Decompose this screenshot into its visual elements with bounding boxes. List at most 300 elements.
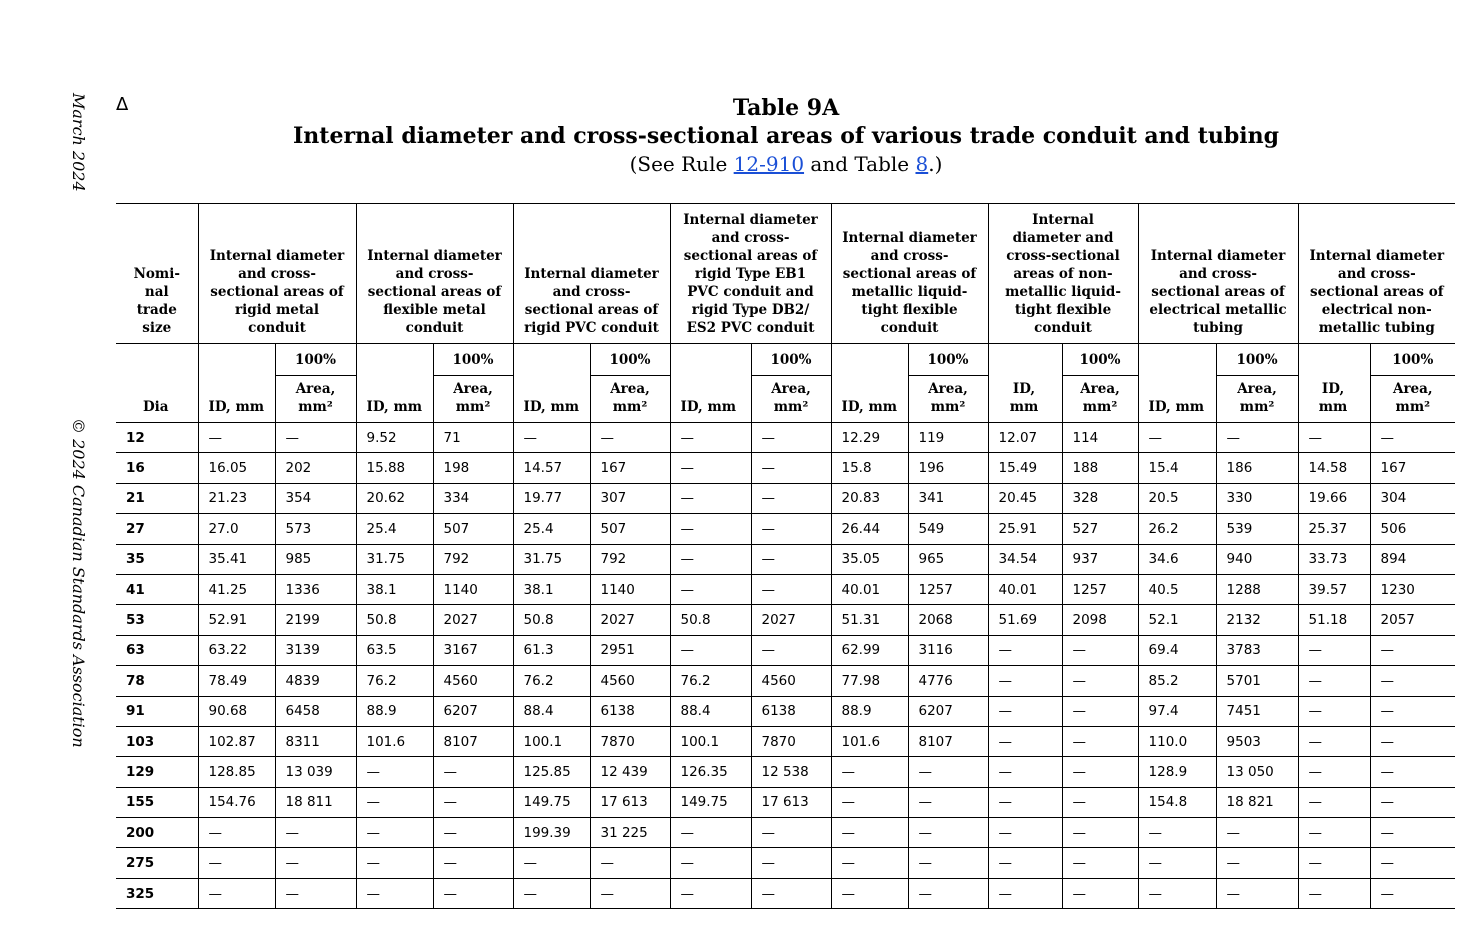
area-cell: 8311 — [275, 726, 356, 756]
id-cell: 100.1 — [513, 726, 590, 756]
id-cell: 40.01 — [831, 574, 908, 604]
area-cell: — — [751, 544, 831, 574]
header-area: Area, mm² — [908, 376, 988, 423]
table-row — [116, 483, 1455, 513]
area-cell: — — [908, 757, 988, 787]
id-cell: — — [1298, 878, 1370, 908]
area-cell: 1140 — [590, 574, 670, 604]
area-cell: 965 — [908, 544, 988, 574]
table-row — [116, 818, 1455, 848]
area-cell: 6207 — [908, 696, 988, 726]
id-cell: — — [831, 787, 908, 817]
id-cell: — — [356, 757, 433, 787]
id-cell: 31.75 — [356, 544, 433, 574]
delta-mark: Δ — [116, 94, 129, 115]
area-cell: 6207 — [433, 696, 513, 726]
area-cell: 1230 — [1370, 574, 1455, 604]
id-cell: 26.44 — [831, 514, 908, 544]
table-row — [116, 453, 1455, 483]
area-cell: — — [1062, 818, 1138, 848]
area-cell: — — [433, 848, 513, 878]
header-nominal-trade-size: Nomi- nal trade size — [116, 204, 198, 344]
header-nonmetallic-liquid-tight: Internal diameter and cross-sectional areas of non- metallic liquid- tight flexible conduit — [988, 204, 1138, 344]
trade-size-cell: 200 — [116, 818, 198, 848]
area-cell: — — [433, 818, 513, 848]
id-cell: 199.39 — [513, 818, 590, 848]
header-percent: 100% — [433, 344, 513, 376]
id-cell: 88.4 — [513, 696, 590, 726]
id-cell: 35.05 — [831, 544, 908, 574]
id-cell: — — [1298, 423, 1370, 453]
area-cell: — — [1062, 757, 1138, 787]
area-cell: 17 613 — [590, 787, 670, 817]
area-cell: 307 — [590, 483, 670, 513]
area-cell: 792 — [433, 544, 513, 574]
conduit-table — [116, 203, 1455, 909]
area-cell: 4776 — [908, 666, 988, 696]
area-cell: — — [908, 818, 988, 848]
area-cell: — — [1370, 726, 1455, 756]
table-row — [116, 514, 1455, 544]
id-cell: 51.18 — [1298, 605, 1370, 635]
id-cell: — — [1298, 726, 1370, 756]
trade-size-cell: 41 — [116, 574, 198, 604]
header-id-cell — [513, 344, 590, 423]
id-cell: 51.31 — [831, 605, 908, 635]
area-cell: 985 — [275, 544, 356, 574]
id-cell: 149.75 — [670, 787, 751, 817]
table-row — [116, 666, 1455, 696]
id-cell: 15.4 — [1138, 453, 1216, 483]
area-cell: — — [751, 423, 831, 453]
area-cell: 119 — [908, 423, 988, 453]
id-cell: — — [513, 878, 590, 908]
table-row — [116, 726, 1455, 756]
id-cell: 40.5 — [1138, 574, 1216, 604]
id-cell: — — [1298, 848, 1370, 878]
id-cell: 110.0 — [1138, 726, 1216, 756]
area-cell: — — [1062, 878, 1138, 908]
id-cell: — — [356, 787, 433, 817]
id-cell: 76.2 — [670, 666, 751, 696]
id-cell: 62.99 — [831, 635, 908, 665]
id-cell: 154.8 — [1138, 787, 1216, 817]
id-cell: 125.85 — [513, 757, 590, 787]
id-cell: 25.37 — [1298, 514, 1370, 544]
area-cell: 3116 — [908, 635, 988, 665]
area-cell: 330 — [1216, 483, 1298, 513]
area-cell: — — [1370, 878, 1455, 908]
id-cell: 52.1 — [1138, 605, 1216, 635]
area-cell: 3783 — [1216, 635, 1298, 665]
area-cell: — — [275, 423, 356, 453]
area-cell: 1140 — [433, 574, 513, 604]
id-cell: 34.6 — [1138, 544, 1216, 574]
area-cell: 186 — [1216, 453, 1298, 483]
id-cell: 97.4 — [1138, 696, 1216, 726]
area-cell: 17 613 — [751, 787, 831, 817]
area-cell: — — [1216, 848, 1298, 878]
id-cell: 20.83 — [831, 483, 908, 513]
id-cell: — — [670, 453, 751, 483]
header-percent: 100% — [1370, 344, 1455, 376]
id-cell: 12.07 — [988, 423, 1062, 453]
id-cell: 101.6 — [356, 726, 433, 756]
id-cell: — — [831, 848, 908, 878]
header-id-cell — [1138, 344, 1216, 423]
id-cell: — — [988, 787, 1062, 817]
area-cell: 18 821 — [1216, 787, 1298, 817]
area-cell: 506 — [1370, 514, 1455, 544]
area-cell: — — [590, 848, 670, 878]
area-cell: 196 — [908, 453, 988, 483]
id-cell: 128.9 — [1138, 757, 1216, 787]
id-cell: — — [1138, 848, 1216, 878]
trade-size-cell: 35 — [116, 544, 198, 574]
header-eb1-db2: Internal diameter and cross- sectional areas of rigid Type EB1 PVC conduit and rigid Type DB2/ ES2 PVC conduit — [670, 204, 831, 344]
area-cell: 940 — [1216, 544, 1298, 574]
id-cell: 25.4 — [356, 514, 433, 544]
see-middle: and Table — [804, 152, 916, 176]
area-cell: 4839 — [275, 666, 356, 696]
area-cell: 507 — [590, 514, 670, 544]
header-electrical-metallic-tubing: Internal diameter and cross- sectional areas of electrical metallic tubing — [1138, 204, 1298, 344]
id-cell: 25.91 — [988, 514, 1062, 544]
id-cell: 63.22 — [198, 635, 275, 665]
table-number: Table 9A — [732, 95, 840, 121]
header-rigid-pvc: Internal diameter and cross- sectional areas of rigid PVC conduit — [513, 204, 670, 344]
area-cell: — — [751, 483, 831, 513]
trade-size-cell: 78 — [116, 666, 198, 696]
id-cell: — — [988, 635, 1062, 665]
id-cell: 102.87 — [198, 726, 275, 756]
header-id-cell — [356, 344, 433, 423]
area-cell: 2098 — [1062, 605, 1138, 635]
area-cell: 2199 — [275, 605, 356, 635]
trade-size-cell: 155 — [116, 787, 198, 817]
area-cell: — — [751, 574, 831, 604]
id-cell: — — [198, 818, 275, 848]
id-cell: 19.77 — [513, 483, 590, 513]
id-cell: 88.4 — [670, 696, 751, 726]
id-cell: 77.98 — [831, 666, 908, 696]
table-row — [116, 544, 1455, 574]
id-cell: — — [670, 635, 751, 665]
area-cell: 334 — [433, 483, 513, 513]
id-cell: 76.2 — [513, 666, 590, 696]
header-id-cell — [831, 344, 908, 423]
header-percent: 100% — [908, 344, 988, 376]
area-cell: 2068 — [908, 605, 988, 635]
id-cell: — — [670, 483, 751, 513]
area-cell: — — [1370, 696, 1455, 726]
id-cell: 20.62 — [356, 483, 433, 513]
area-cell: 2057 — [1370, 605, 1455, 635]
table-link[interactable]: 8 — [915, 152, 929, 176]
trade-size-cell: 21 — [116, 483, 198, 513]
header-id: ID, mm — [1148, 399, 1205, 415]
area-cell: — — [1370, 787, 1455, 817]
area-cell: 8107 — [908, 726, 988, 756]
area-cell: 894 — [1370, 544, 1455, 574]
trade-size-cell: 63 — [116, 635, 198, 665]
table-reference — [0, 150, 1484, 178]
id-cell: 154.76 — [198, 787, 275, 817]
area-cell: — — [751, 514, 831, 544]
trade-size-cell: 275 — [116, 848, 198, 878]
id-cell: 41.25 — [198, 574, 275, 604]
header-id-cell — [198, 344, 275, 423]
table-row — [116, 696, 1455, 726]
id-cell: 38.1 — [513, 574, 590, 604]
id-cell: 76.2 — [356, 666, 433, 696]
id-cell: 149.75 — [513, 787, 590, 817]
area-cell: — — [908, 878, 988, 908]
id-cell: — — [831, 818, 908, 848]
id-cell: — — [670, 514, 751, 544]
id-cell: — — [670, 544, 751, 574]
id-cell: 27.0 — [198, 514, 275, 544]
id-cell: — — [1298, 696, 1370, 726]
table-title: Internal diameter and cross-sectional areas of various trade conduit and tubing — [293, 123, 1279, 149]
area-cell: 7870 — [590, 726, 670, 756]
area-cell: — — [751, 635, 831, 665]
header-area: Area, mm² — [1062, 376, 1138, 423]
area-cell: 304 — [1370, 483, 1455, 513]
id-cell: — — [1298, 635, 1370, 665]
area-cell: 4560 — [751, 666, 831, 696]
table-row — [116, 574, 1455, 604]
area-cell: 1257 — [908, 574, 988, 604]
area-cell: — — [1062, 696, 1138, 726]
area-cell: 12 538 — [751, 757, 831, 787]
area-cell: — — [1370, 423, 1455, 453]
area-cell: 1336 — [275, 574, 356, 604]
header-metallic-liquid-tight: Internal diameter and cross- sectional areas of metallic liquid- tight flexible conduit — [831, 204, 988, 344]
header-area: Area, mm² — [275, 376, 356, 423]
area-cell: — — [751, 878, 831, 908]
id-cell: 15.49 — [988, 453, 1062, 483]
rule-link[interactable]: 12-910 — [733, 152, 805, 176]
area-cell: 4560 — [433, 666, 513, 696]
area-cell: — — [1062, 787, 1138, 817]
area-cell: — — [751, 818, 831, 848]
area-cell: — — [1062, 726, 1138, 756]
area-cell: — — [908, 787, 988, 817]
area-cell: 507 — [433, 514, 513, 544]
area-cell: — — [1370, 757, 1455, 787]
id-cell: — — [670, 878, 751, 908]
area-cell: 2027 — [751, 605, 831, 635]
id-cell: — — [988, 666, 1062, 696]
area-cell: — — [1062, 848, 1138, 878]
header-id: ID, mm — [680, 399, 737, 415]
trade-size-cell: 103 — [116, 726, 198, 756]
header-id: ID, mm — [523, 399, 580, 415]
id-cell: 26.2 — [1138, 514, 1216, 544]
id-cell: 88.9 — [831, 696, 908, 726]
area-cell: 527 — [1062, 514, 1138, 544]
header-flexible-metal: Internal diameter and cross- sectional areas of flexible metal conduit — [356, 204, 513, 344]
header-percent: 100% — [275, 344, 356, 376]
id-cell: 88.9 — [356, 696, 433, 726]
area-cell: — — [590, 423, 670, 453]
id-cell: 39.57 — [1298, 574, 1370, 604]
area-cell: 167 — [1370, 453, 1455, 483]
area-cell: 573 — [275, 514, 356, 544]
header-area: Area, mm² — [433, 376, 513, 423]
area-cell: 1288 — [1216, 574, 1298, 604]
id-cell: 12.29 — [831, 423, 908, 453]
area-cell: 341 — [908, 483, 988, 513]
area-cell: 3167 — [433, 635, 513, 665]
area-cell: 539 — [1216, 514, 1298, 544]
area-cell: 167 — [590, 453, 670, 483]
id-cell: — — [988, 726, 1062, 756]
header-area: Area, mm² — [1370, 376, 1455, 423]
side-date: March 2024 — [69, 93, 88, 192]
id-cell: 15.8 — [831, 453, 908, 483]
area-cell: 198 — [433, 453, 513, 483]
id-cell: — — [1298, 787, 1370, 817]
id-cell: 50.8 — [356, 605, 433, 635]
id-cell: 19.66 — [1298, 483, 1370, 513]
see-suffix: .) — [928, 152, 943, 176]
header-id-cell — [1298, 344, 1370, 423]
id-cell: — — [670, 423, 751, 453]
id-cell: 38.1 — [356, 574, 433, 604]
area-cell: — — [1062, 666, 1138, 696]
area-cell: 549 — [908, 514, 988, 544]
id-cell: 31.75 — [513, 544, 590, 574]
header-percent: 100% — [590, 344, 670, 376]
header-percent: 100% — [1216, 344, 1298, 376]
area-cell: — — [1370, 666, 1455, 696]
area-cell: 328 — [1062, 483, 1138, 513]
id-cell: — — [670, 818, 751, 848]
trade-size-cell: 325 — [116, 878, 198, 908]
id-cell: — — [988, 818, 1062, 848]
header-dia: Dia — [142, 399, 169, 415]
header-percent: 100% — [751, 344, 831, 376]
area-cell: — — [433, 878, 513, 908]
header-percent: 100% — [1062, 344, 1138, 376]
id-cell: 20.5 — [1138, 483, 1216, 513]
area-cell: 4560 — [590, 666, 670, 696]
id-cell: — — [198, 423, 275, 453]
area-cell: — — [1216, 818, 1298, 848]
header-dia-cell — [116, 344, 198, 423]
id-cell: — — [988, 696, 1062, 726]
area-cell: 3139 — [275, 635, 356, 665]
trade-size-cell: 12 — [116, 423, 198, 453]
table-row — [116, 635, 1455, 665]
area-cell: — — [275, 818, 356, 848]
id-cell: — — [1138, 423, 1216, 453]
area-cell: 1257 — [1062, 574, 1138, 604]
trade-size-cell: 91 — [116, 696, 198, 726]
area-cell: — — [1216, 878, 1298, 908]
area-cell: 9503 — [1216, 726, 1298, 756]
id-cell: — — [831, 757, 908, 787]
area-cell: — — [1370, 848, 1455, 878]
area-cell: 2132 — [1216, 605, 1298, 635]
area-cell: 6458 — [275, 696, 356, 726]
id-cell: — — [988, 757, 1062, 787]
area-cell: 71 — [433, 423, 513, 453]
header-electrical-nonmetallic-tubing: Internal diameter and cross- sectional areas of electrical non- metallic tubing — [1298, 204, 1455, 344]
id-cell: 51.69 — [988, 605, 1062, 635]
area-cell: 202 — [275, 453, 356, 483]
header-area: Area, mm² — [751, 376, 831, 423]
area-cell: 188 — [1062, 453, 1138, 483]
id-cell: — — [356, 818, 433, 848]
table-title-block — [0, 94, 1484, 178]
see-prefix: (See Rule — [629, 152, 734, 176]
area-cell: 12 439 — [590, 757, 670, 787]
header-id: ID, mm — [841, 399, 898, 415]
area-cell: 13 050 — [1216, 757, 1298, 787]
id-cell: — — [988, 878, 1062, 908]
area-cell: 8107 — [433, 726, 513, 756]
area-cell: 5701 — [1216, 666, 1298, 696]
id-cell: 9.52 — [356, 423, 433, 453]
id-cell: — — [356, 848, 433, 878]
area-cell: 7870 — [751, 726, 831, 756]
area-cell: 6138 — [751, 696, 831, 726]
id-cell: 101.6 — [831, 726, 908, 756]
id-cell: 63.5 — [356, 635, 433, 665]
id-cell: 126.35 — [670, 757, 751, 787]
area-cell: 2027 — [433, 605, 513, 635]
trade-size-cell: 129 — [116, 757, 198, 787]
header-id: ID, mm — [1318, 381, 1348, 415]
id-cell: — — [1298, 666, 1370, 696]
header-id-cell — [670, 344, 751, 423]
table-row — [116, 848, 1455, 878]
area-cell: — — [1370, 635, 1455, 665]
id-cell: 15.88 — [356, 453, 433, 483]
id-cell: 50.8 — [513, 605, 590, 635]
trade-size-cell: 16 — [116, 453, 198, 483]
id-cell: 78.49 — [198, 666, 275, 696]
area-cell: — — [590, 878, 670, 908]
table-row — [116, 878, 1455, 908]
id-cell: 52.91 — [198, 605, 275, 635]
table-row — [116, 757, 1455, 787]
table-row — [116, 787, 1455, 817]
area-cell: — — [1216, 423, 1298, 453]
area-cell: 354 — [275, 483, 356, 513]
id-cell: 33.73 — [1298, 544, 1370, 574]
id-cell: 50.8 — [670, 605, 751, 635]
area-cell: — — [1062, 635, 1138, 665]
id-cell: 35.41 — [198, 544, 275, 574]
id-cell: 20.45 — [988, 483, 1062, 513]
id-cell: — — [356, 878, 433, 908]
id-cell: 14.58 — [1298, 453, 1370, 483]
id-cell: — — [513, 423, 590, 453]
header-id: ID, mm — [208, 399, 265, 415]
table-row — [116, 423, 1455, 453]
id-cell: 14.57 — [513, 453, 590, 483]
area-cell: — — [275, 848, 356, 878]
header-id-cell — [988, 344, 1062, 423]
id-cell: — — [988, 848, 1062, 878]
header-id: ID, mm — [1009, 381, 1039, 415]
id-cell: — — [198, 878, 275, 908]
id-cell: 34.54 — [988, 544, 1062, 574]
